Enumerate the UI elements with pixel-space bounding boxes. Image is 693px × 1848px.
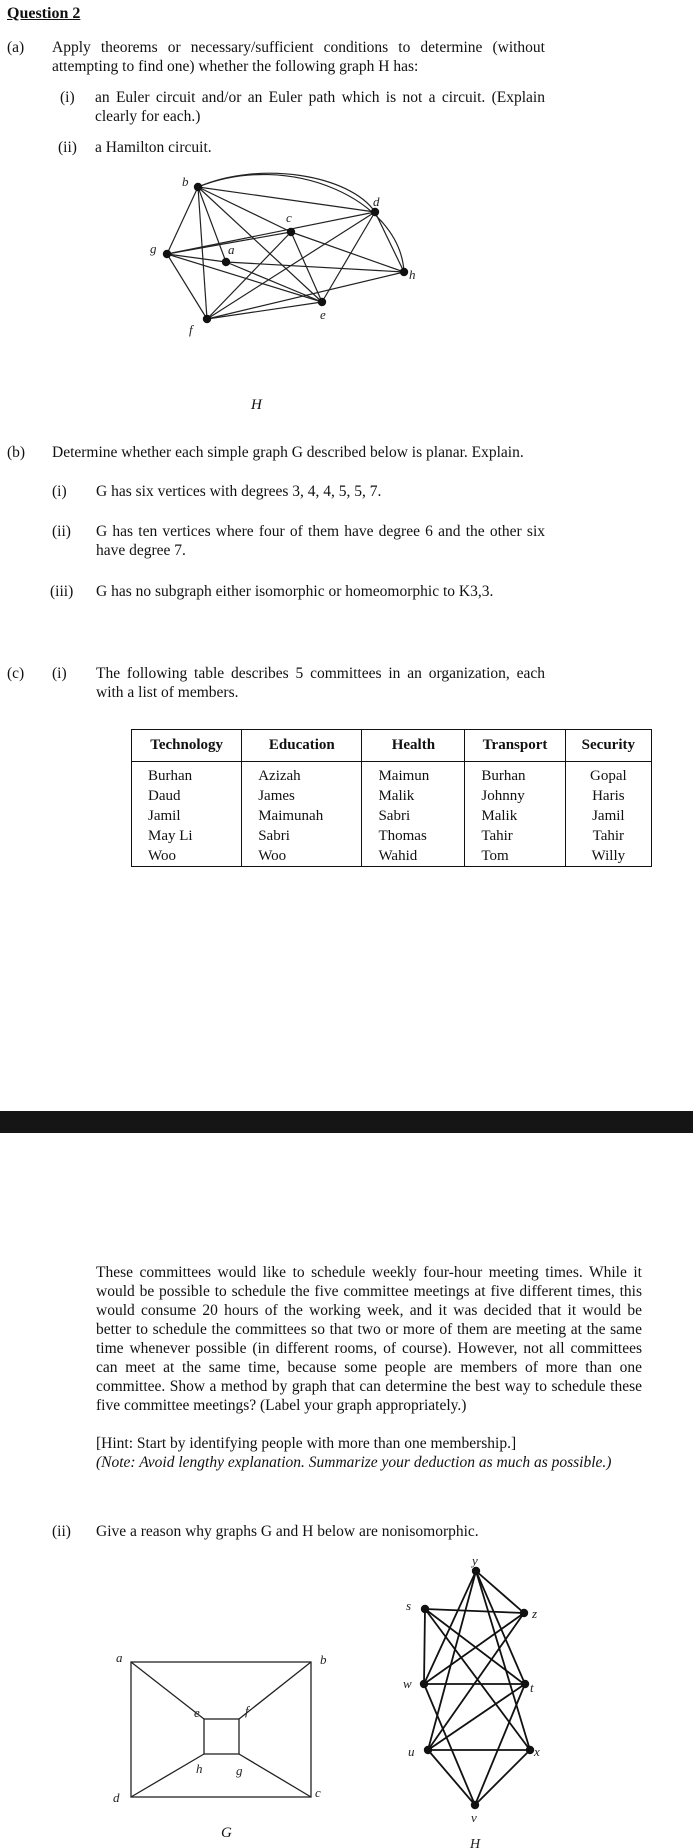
part-b-i-text: G has six vertices with degrees 3, 4, 4, 5, 5, 7. xyxy=(96,483,382,500)
cell: Thomas xyxy=(362,826,465,846)
part-c-i-label: (i) xyxy=(52,665,67,682)
label-e: e xyxy=(320,307,326,322)
cell: Daud xyxy=(132,786,242,806)
cell: Gopal xyxy=(565,762,651,787)
vertex-s xyxy=(421,1605,429,1613)
cell: Sabri xyxy=(242,826,362,846)
cell: Jamil xyxy=(132,806,242,826)
cell: Haris xyxy=(565,786,651,806)
committee-table xyxy=(131,729,652,867)
vertex-a xyxy=(222,258,230,266)
header-transport: Transport xyxy=(465,730,565,762)
cell: Johnny xyxy=(465,786,565,806)
label-s: s xyxy=(406,1598,412,1613)
part-b-label: (b) xyxy=(7,444,26,461)
part-a-ii-label: (ii) xyxy=(58,139,77,156)
cell: Wahid xyxy=(362,846,465,867)
label-c: c xyxy=(315,1785,321,1800)
cell: Tahir xyxy=(565,826,651,846)
cell: Malik xyxy=(465,806,565,826)
part-c-label: (c) xyxy=(7,665,25,682)
label-v: v xyxy=(471,1810,477,1825)
table-row xyxy=(132,762,652,787)
part-b-i-label: (i) xyxy=(52,483,67,500)
label-a: a xyxy=(228,242,235,257)
label-t: t xyxy=(530,1680,534,1695)
vertex-b xyxy=(194,183,202,191)
part-a-ii-text: a Hamilton circuit. xyxy=(95,139,212,156)
cell: Maimunah xyxy=(242,806,362,826)
vertex-v xyxy=(471,1801,479,1809)
cell: May Li xyxy=(132,826,242,846)
label-g: g xyxy=(150,241,157,256)
header-health: Health xyxy=(362,730,465,762)
edge-b-h xyxy=(198,174,404,272)
vertex-e xyxy=(318,298,326,306)
part-b-ii-text: G has ten vertices where four of them have degree 6 and the other six have degree 7. xyxy=(96,523,545,559)
part-c-ii-text: Give a reason why graphs G and H below are nonisomorphic. xyxy=(96,1523,479,1540)
cell: Willy xyxy=(565,846,651,867)
vertex-f xyxy=(203,315,211,323)
table-row xyxy=(132,806,652,826)
graph-g xyxy=(100,1640,340,1840)
vertex-x xyxy=(526,1746,534,1754)
header-technology: Technology xyxy=(132,730,242,762)
cell: Tom xyxy=(465,846,565,867)
cell: Tahir xyxy=(465,826,565,846)
part-b-text: Determine whether each simple graph G described below is planar. Explain. xyxy=(52,444,524,461)
label-b: b xyxy=(320,1652,327,1667)
schedule-text: These committees would like to schedule weekly four-hour meeting times. While it would be possible to schedule the five committee meetings at five different times, this would consume 20 hours of the working week, and it was decided that it would be better to schedule the committees so that two or more of them are meeting at the same time whenever possible (in different rooms, of course). However, not all committees can meet at the same time, because some people are members of more than one committee. Show a method by graph that can determine the best way to schedule these five committee meetings? (Label your graph appropriately.) xyxy=(96,1264,642,1414)
label-d: d xyxy=(373,194,380,209)
header-education: Education xyxy=(242,730,362,762)
graph-g-caption: G xyxy=(221,1825,232,1841)
part-a-i-label: (i) xyxy=(60,89,75,106)
graph-h-nonisomorphic xyxy=(380,1550,560,1848)
vertex-y xyxy=(472,1567,480,1575)
label-h: h xyxy=(196,1761,203,1776)
cell: Burhan xyxy=(132,762,242,787)
vertex-c xyxy=(287,228,295,236)
part-c-i-text: The following table describes 5 committees in an organization, each with a list of members. xyxy=(96,665,545,701)
table-row xyxy=(132,786,652,806)
cell: Malik xyxy=(362,786,465,806)
cell: Maimun xyxy=(362,762,465,787)
part-a-i-text: an Euler circuit and/or an Euler path which is not a circuit. (Explain clearly for each.) xyxy=(95,89,545,125)
vertex-t xyxy=(521,1680,529,1688)
table-row xyxy=(132,846,652,867)
label-g: g xyxy=(236,1763,243,1778)
cell: Jamil xyxy=(565,806,651,826)
header-security: Security xyxy=(565,730,651,762)
label-y: y xyxy=(472,1553,478,1568)
vertex-h xyxy=(400,268,408,276)
part-a-label: (a) xyxy=(7,39,25,56)
cell: Burhan xyxy=(465,762,565,787)
label-a: a xyxy=(116,1650,123,1665)
graph-h-euler xyxy=(130,170,430,370)
part-a-text: Apply theorems or necessary/sufficient conditions to determine (without attempting to find one) whether the following graph H has: xyxy=(52,39,545,75)
vertex-d xyxy=(371,208,379,216)
label-f: f xyxy=(245,1703,249,1718)
hint-text: [Hint: Start by identifying people with more than one membership.] xyxy=(96,1435,517,1452)
label-x: x xyxy=(534,1744,540,1759)
label-h: h xyxy=(409,267,416,282)
cell: Woo xyxy=(132,846,242,867)
part-b-ii-label: (ii) xyxy=(52,523,71,540)
graph-h-caption: H xyxy=(470,1837,481,1848)
vertex-z xyxy=(520,1609,528,1617)
label-b: b xyxy=(182,174,189,189)
graph-h-caption: H xyxy=(251,397,262,413)
label-d: d xyxy=(113,1790,120,1805)
cell: Azizah xyxy=(242,762,362,787)
label-u: u xyxy=(408,1744,415,1759)
note-text: (Note: Avoid lengthy explanation. Summarize your deduction as much as possible.) xyxy=(96,1454,612,1471)
cell: James xyxy=(242,786,362,806)
part-c-ii-label: (ii) xyxy=(52,1523,71,1540)
page-break-bar xyxy=(0,1111,693,1133)
label-w: w xyxy=(403,1676,412,1691)
part-b-iii-label: (iii) xyxy=(50,583,74,600)
label-e: e xyxy=(194,1705,200,1720)
vertex-g xyxy=(163,250,171,258)
cell: Woo xyxy=(242,846,362,867)
part-b-iii-text: G has no subgraph either isomorphic or homeomorphic to K3,3. xyxy=(96,583,494,600)
vertex-w xyxy=(420,1680,428,1688)
question-title: Question 2 xyxy=(7,5,81,22)
label-f: f xyxy=(189,322,193,337)
table-row xyxy=(132,826,652,846)
label-z: z xyxy=(532,1606,538,1621)
label-c: c xyxy=(286,210,292,225)
vertex-u xyxy=(424,1746,432,1754)
cell: Sabri xyxy=(362,806,465,826)
